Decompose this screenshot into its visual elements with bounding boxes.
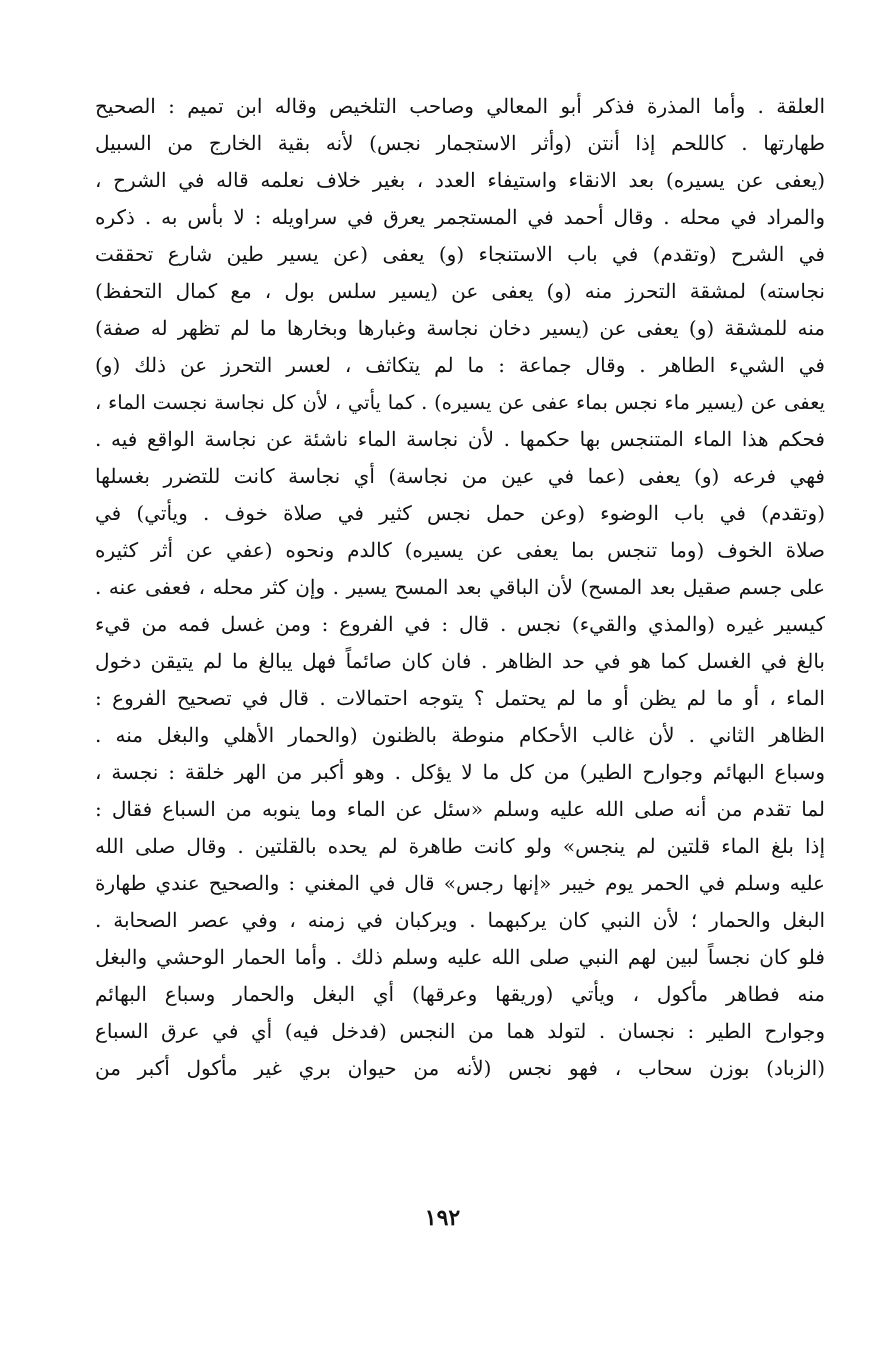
text-line: (الزباد) بوزن سحاب ، فهو نجس (لأنه من حيوان بري غير مأكول أكبر من [95,1056,825,1080]
text-line: فلو كان نجساً لبين لهم النبي صلى الله عليه وسلم ذلك . وأما الحمار الوحشي والبغل [95,945,825,969]
text-line: منه للمشقة (و) يعفى عن (يسير دخان نجاسة وغبارها وبخارها ما لم تظهر له صفة) [95,316,825,340]
text-line: في الشرح (وتقدم) في باب الاستنجاء (و) يعفى (عن يسير طين شارع تحققت [95,242,825,266]
text-line: كيسير غيره (والمذي والقيء) نجس . قال : في الفروع : ومن غسل فمه من قيء [95,612,825,636]
text-line: (وتقدم) في باب الوضوء (وعن حمل نجس كثير في صلاة خوف . ويأتي) في [95,501,825,525]
text-line: والمراد في محله . وقال أحمد في المستجمر يعرق في سراويله : لا بأس به . ذكره [95,205,825,229]
text-line: وجوارح الطير : نجسان . لتولد هما من النجس (فدخل فيه) أي في عرق السباع [95,1019,825,1043]
text-line: الماء ، أو ما لم يظن أو ما لم يحتمل ؟ يتوجه احتمالات . قال في تصحيح الفروع : [95,686,825,710]
text-line: (يعفى عن يسيره) بعد الانقاء واستيفاء العدد ، بغير خلاف نعلمه قاله في الشرح ، [95,168,825,192]
text-line: الظاهر الثاني . لأن غالب الأحكام منوطة بالظنون (والحمار الأهلي والبغل منه . [95,723,825,747]
text-line: صلاة الخوف (وما تنجس بما يعفى عن يسيره) كالدم ونحوه (عفي عن أثر كثيره [95,538,825,562]
text-line: بالغ في الغسل كما هو في حد الظاهر . فان كان صائماً فهل يبالغ ما لم يتيقن دخول [95,649,825,673]
text-line: طهارتها . كاللحم إذا أنتن (وأثر الاستجمار نجس) لأنه بقية الخارج من السبيل [95,131,825,155]
text-line: على جسم صقيل بعد المسح) لأن الباقي بعد المسح يسير . وإن كثر محله ، فعفى عنه . [95,575,825,599]
body-text [95,88,825,1087]
text-line: منه فطاهر مأكول ، ويأتي (وريقها وعرقها) أي البغل والحمار وسباع البهائم [95,982,825,1006]
text-line: عليه وسلم في الحمر يوم خيبر «إنها رجس» قال في المغني : والصحيح عندي طهارة [95,871,825,895]
page-number: ١٩٢ [424,1205,461,1231]
text-line: البغل والحمار ؛ لأن النبي كان يركبهما . ويركبان في زمنه ، وفي عصر الصحابة . [95,908,825,932]
text-line: يعفى عن (يسير ماء نجس بماء عفى عن يسيره) . كما يأتي ، لأن كل نجاسة نجست الماء ، [95,391,825,414]
text-line: فحكم هذا الماء المتنجس بها حكمها . لأن نجاسة الماء ناشئة عن نجاسة الواقع فيه . [95,427,825,451]
text-line: لما تقدم من أنه صلى الله عليه وسلم «سئل عن الماء وما ينوبه من السباع فقال : [95,797,825,821]
text-line: فهي فرعه (و) يعفى (عما في عين من نجاسة) أي نجاسة كانت للتضرر بغسلها [95,464,825,488]
text-line: إذا بلغ الماء قلتين لم ينجس» ولو كانت طاهرة لم يحده بالقلتين . وقال صلى الله [95,834,825,858]
text-line: نجاسته) لمشقة التحرز منه (و) يعفى عن (يسير سلس بول ، مع كمال التحفظ) [95,279,825,303]
text-line: العلقة . وأما المذرة فذكر أبو المعالي وصاحب التلخيص وقاله ابن تميم : الصحيح [95,94,825,118]
text-line: في الشيء الطاهر . وقال جماعة : ما لم يتكاثف ، لعسر التحرز عن ذلك (و) [95,353,825,377]
text-line: وسباع البهائم وجوارح الطير) من كل ما لا يؤكل . وهو أكبر من الهر خلقة : نجسة ، [95,760,825,784]
